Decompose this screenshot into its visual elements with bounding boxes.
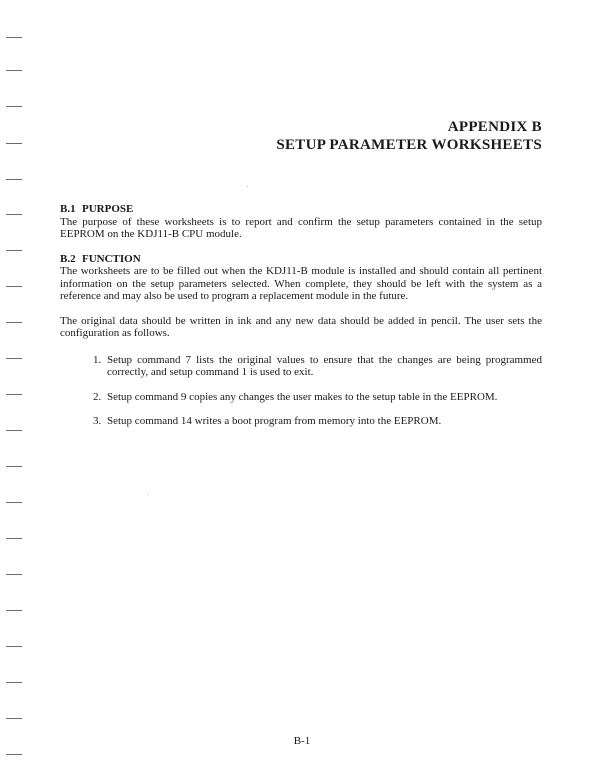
appendix-label: APPENDIX B: [447, 119, 542, 135]
section-number: B.1: [60, 203, 76, 215]
margin-tick: [6, 574, 22, 575]
margin-tick: [6, 286, 22, 287]
margin-tick: [6, 70, 22, 71]
margin-tick: [6, 754, 22, 755]
margin-tick: [6, 610, 22, 611]
list-item-number: 3.: [93, 415, 102, 427]
paragraph: The purpose of these worksheets is to report and confirm the setup parameters contained in the setup EEPROM on the KDJ11-B CPU module.: [60, 215, 542, 240]
section-purpose: [60, 203, 542, 241]
margin-tick: [6, 646, 22, 647]
appendix-header: [276, 118, 542, 154]
margin-tick: [6, 538, 22, 539]
section-heading: [60, 203, 542, 216]
margin-tick: [6, 430, 22, 431]
margin-tick: [6, 682, 22, 683]
list-item-text: Setup command 14 writes a boot program from memory into the EEPROM.: [107, 415, 442, 427]
section-title: FUNCTION: [82, 252, 141, 265]
document-body: [60, 203, 542, 440]
list-item-text: Setup command 9 copies any changes the user makes to the setup table in the EEPROM.: [107, 390, 498, 403]
margin-tick: [6, 179, 22, 180]
margin-tick: [6, 718, 22, 719]
margin-tick: [6, 143, 22, 144]
paragraph: The worksheets are to be filled out when the KDJ11-B module is installed and should contain all pertinent information on the setup parameters selected. When complete, they should be left with the system as a reference and may also be used to program a replacement module in the future.: [60, 265, 542, 302]
margin-tick: [6, 394, 22, 395]
margin-tick: [6, 37, 22, 38]
list-item-number: 2.: [93, 390, 102, 403]
paragraph: The original data should be written in ink and any new data should be added in pencil. The user sets the configuration as follows.: [60, 314, 542, 339]
list-item-text: Setup command 7 lists the original values to ensure that the changes are being programmed correctly, and setup command 1 is used to exit.: [107, 353, 542, 378]
scan-speck: [247, 186, 248, 187]
margin-tick: [6, 466, 22, 467]
margin-tick: [6, 214, 22, 215]
margin-tick: [6, 322, 22, 323]
margin-tick: [6, 358, 22, 359]
page-number: B-1: [293, 735, 311, 747]
list-item-number: 1.: [93, 353, 102, 366]
scan-speck: [148, 494, 149, 495]
margin-tick: [6, 106, 22, 107]
margin-tick: [6, 250, 22, 251]
appendix-title: SETUP PARAMETER WORKSHEETS: [276, 137, 542, 153]
section-number: B.2: [60, 252, 76, 265]
margin-tick: [6, 502, 22, 503]
section-title: PURPOSE: [82, 203, 134, 215]
list-item: [60, 415, 542, 428]
section-heading: [60, 253, 542, 266]
list-item: [60, 354, 542, 379]
setup-steps-list: [60, 354, 542, 428]
list-item: [60, 391, 542, 404]
binder-margin-marks: [0, 0, 40, 783]
section-function: [60, 253, 542, 428]
